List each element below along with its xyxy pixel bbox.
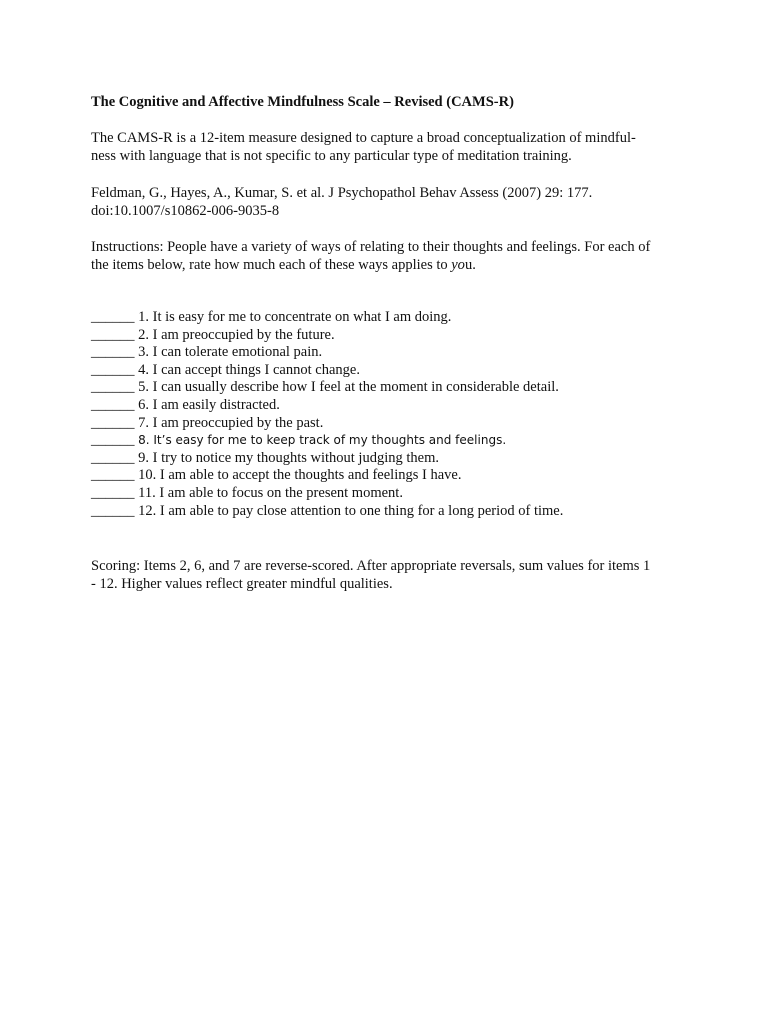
list-item	[91, 362, 691, 380]
answer-blank[interactable]: ______	[91, 309, 135, 325]
scoring-line: - 12. Higher values reflect greater mindful qualities.	[91, 576, 393, 592]
item-text: 9. I try to notice my thoughts without judging them.	[138, 449, 439, 466]
answer-blank[interactable]: ______	[91, 344, 135, 361]
instructions-text-end: u.	[464, 257, 476, 273]
answer-blank[interactable]: ______	[91, 449, 135, 466]
list-item	[91, 344, 691, 362]
item-text: 10. I am able to accept the thoughts and feelings I have.	[138, 467, 462, 484]
description-paragraph	[91, 129, 691, 165]
item-list	[91, 309, 691, 520]
answer-blank[interactable]: ______	[91, 379, 135, 396]
item-text: 3. I can tolerate emotional pain.	[138, 344, 323, 361]
instructions-line: Instructions: People have a variety of ways of relating to their thoughts and feelings. For each of	[91, 239, 651, 255]
list-item	[91, 415, 691, 433]
answer-blank[interactable]: ______	[91, 396, 135, 413]
list-item	[91, 432, 691, 450]
document-title: The Cognitive and Affective Mindfulness Scale – Revised (CAMS-R)	[91, 94, 514, 110]
citation-line: Feldman, G., Hayes, A., Kumar, S. et al. J Psychopathol Behav Assess (2007) 29: 177.	[91, 185, 593, 201]
scoring-line: Scoring: Items 2, 6, and 7 are reverse-scored. After appropriate reversals, sum values for items 1	[91, 558, 651, 574]
scoring-paragraph	[91, 557, 691, 593]
instructions-line	[91, 256, 691, 274]
list-item	[91, 327, 691, 345]
answer-blank[interactable]: ______	[91, 467, 135, 484]
list-item	[91, 397, 691, 415]
description-line: The CAMS-R is a 12-item measure designed to capture a broad conceptualization of mindful-	[91, 130, 636, 146]
answer-blank[interactable]: ______	[91, 432, 135, 449]
list-item	[91, 309, 691, 327]
list-item	[91, 450, 691, 468]
citation-paragraph	[91, 184, 691, 220]
instructions-text: the items below, rate how much each of these ways applies to	[91, 257, 452, 273]
item-text: 12. I am able to pay close attention to one thing for a long period of time.	[138, 502, 564, 519]
answer-blank[interactable]: ______	[91, 326, 135, 343]
item-text: 6. I am easily distracted.	[138, 396, 280, 413]
answer-blank[interactable]: ______	[91, 484, 135, 501]
item-text: 11. I am able to focus on the present moment.	[138, 484, 403, 501]
answer-blank[interactable]: ______	[91, 414, 135, 431]
list-item	[91, 485, 691, 503]
answer-blank[interactable]: ______	[91, 361, 135, 378]
item-text: 1. It is easy for me to concentrate on what I am doing.	[138, 309, 452, 325]
item-text: 4. I can accept things I cannot change.	[138, 361, 360, 378]
instructions-paragraph	[91, 238, 691, 274]
item-text: 7. I am preoccupied by the past.	[138, 414, 324, 431]
list-item	[91, 503, 691, 521]
doi-line: doi:10.1007/s10862-006-9035-8	[91, 203, 280, 219]
item-text: 2. I am preoccupied by the future.	[138, 326, 335, 343]
item-text: 8. It’s easy for me to keep track of my thoughts and feelings.	[138, 433, 507, 448]
item-text: 5. I can usually describe how I feel at the moment in considerable detail.	[138, 379, 559, 396]
list-item	[91, 379, 691, 397]
instructions-emphasis: yo	[451, 257, 465, 273]
list-item	[91, 467, 691, 485]
description-line: ness with language that is not specific to any particular type of meditation training.	[91, 148, 572, 164]
answer-blank[interactable]: ______	[91, 502, 135, 519]
